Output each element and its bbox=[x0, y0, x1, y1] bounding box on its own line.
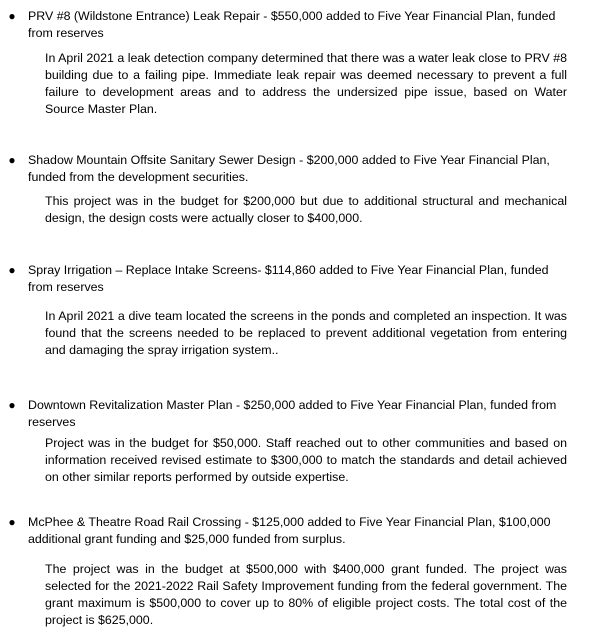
item-description: This project was in the budget for $200,000 but due to additional structural and mechanical design, the design costs were actually closer to $400,000. bbox=[45, 194, 567, 225]
bullet-icon: ● bbox=[8, 263, 16, 277]
item-heading: Downtown Revitalization Master Plan - $250,000 added to Five Year Financial Plan, funded from reserves bbox=[28, 398, 557, 429]
item-heading: McPhee & Theatre Road Rail Crossing - $125,000 added to Five Year Financial Plan, $100,000 additional grant funding and $25,000 funded from surplus. bbox=[28, 515, 551, 546]
item-heading: Shadow Mountain Offsite Sanitary Sewer Design - $200,000 added to Five Year Financial Plan, funded from the development securities. bbox=[28, 153, 550, 184]
item-description: In April 2021 a leak detection company determined that there was a water leak close to PRV #8 building due to a failing pipe. Immediate leak repair was deemed necessary to prevent a full failure to development areas and to address the undersized pipe issue, based on Water Source Master Plan. bbox=[45, 51, 567, 116]
bullet-icon: ● bbox=[8, 9, 16, 23]
item-heading: PRV #8 (Wildstone Entrance) Leak Repair - $550,000 added to Five Year Financial Plan, funded from reserves bbox=[28, 9, 556, 40]
item-description: In April 2021 a dive team located the screens in the ponds and completed an inspection. It was found that the screens needed to be replaced to prevent additional vegetation from entering and damaging the spray irrigation system.. bbox=[45, 309, 567, 357]
bullet-icon: ● bbox=[8, 398, 16, 412]
bullet-icon: ● bbox=[8, 153, 16, 167]
item-description: The project was in the budget at $500,000 with $400,000 grant funded. The project was selected for the 2021-2022 Rail Safety Improvement funding from the federal government. The grant maximum is $500,000 to cover up to 80% of eligible project costs. The total cost of the project is $625,000. bbox=[45, 562, 567, 627]
item-heading: Spray Irrigation – Replace Intake Screens- $114,860 added to Five Year Financial Plan, funded from reserves bbox=[28, 263, 549, 294]
item-description: Project was in the budget for $50,000. Staff reached out to other communities and based on information received revised estimate to $300,000 to match the standards and detail achieved on other similar reports performed by outside expertise. bbox=[45, 436, 567, 484]
bullet-icon: ● bbox=[8, 515, 16, 529]
